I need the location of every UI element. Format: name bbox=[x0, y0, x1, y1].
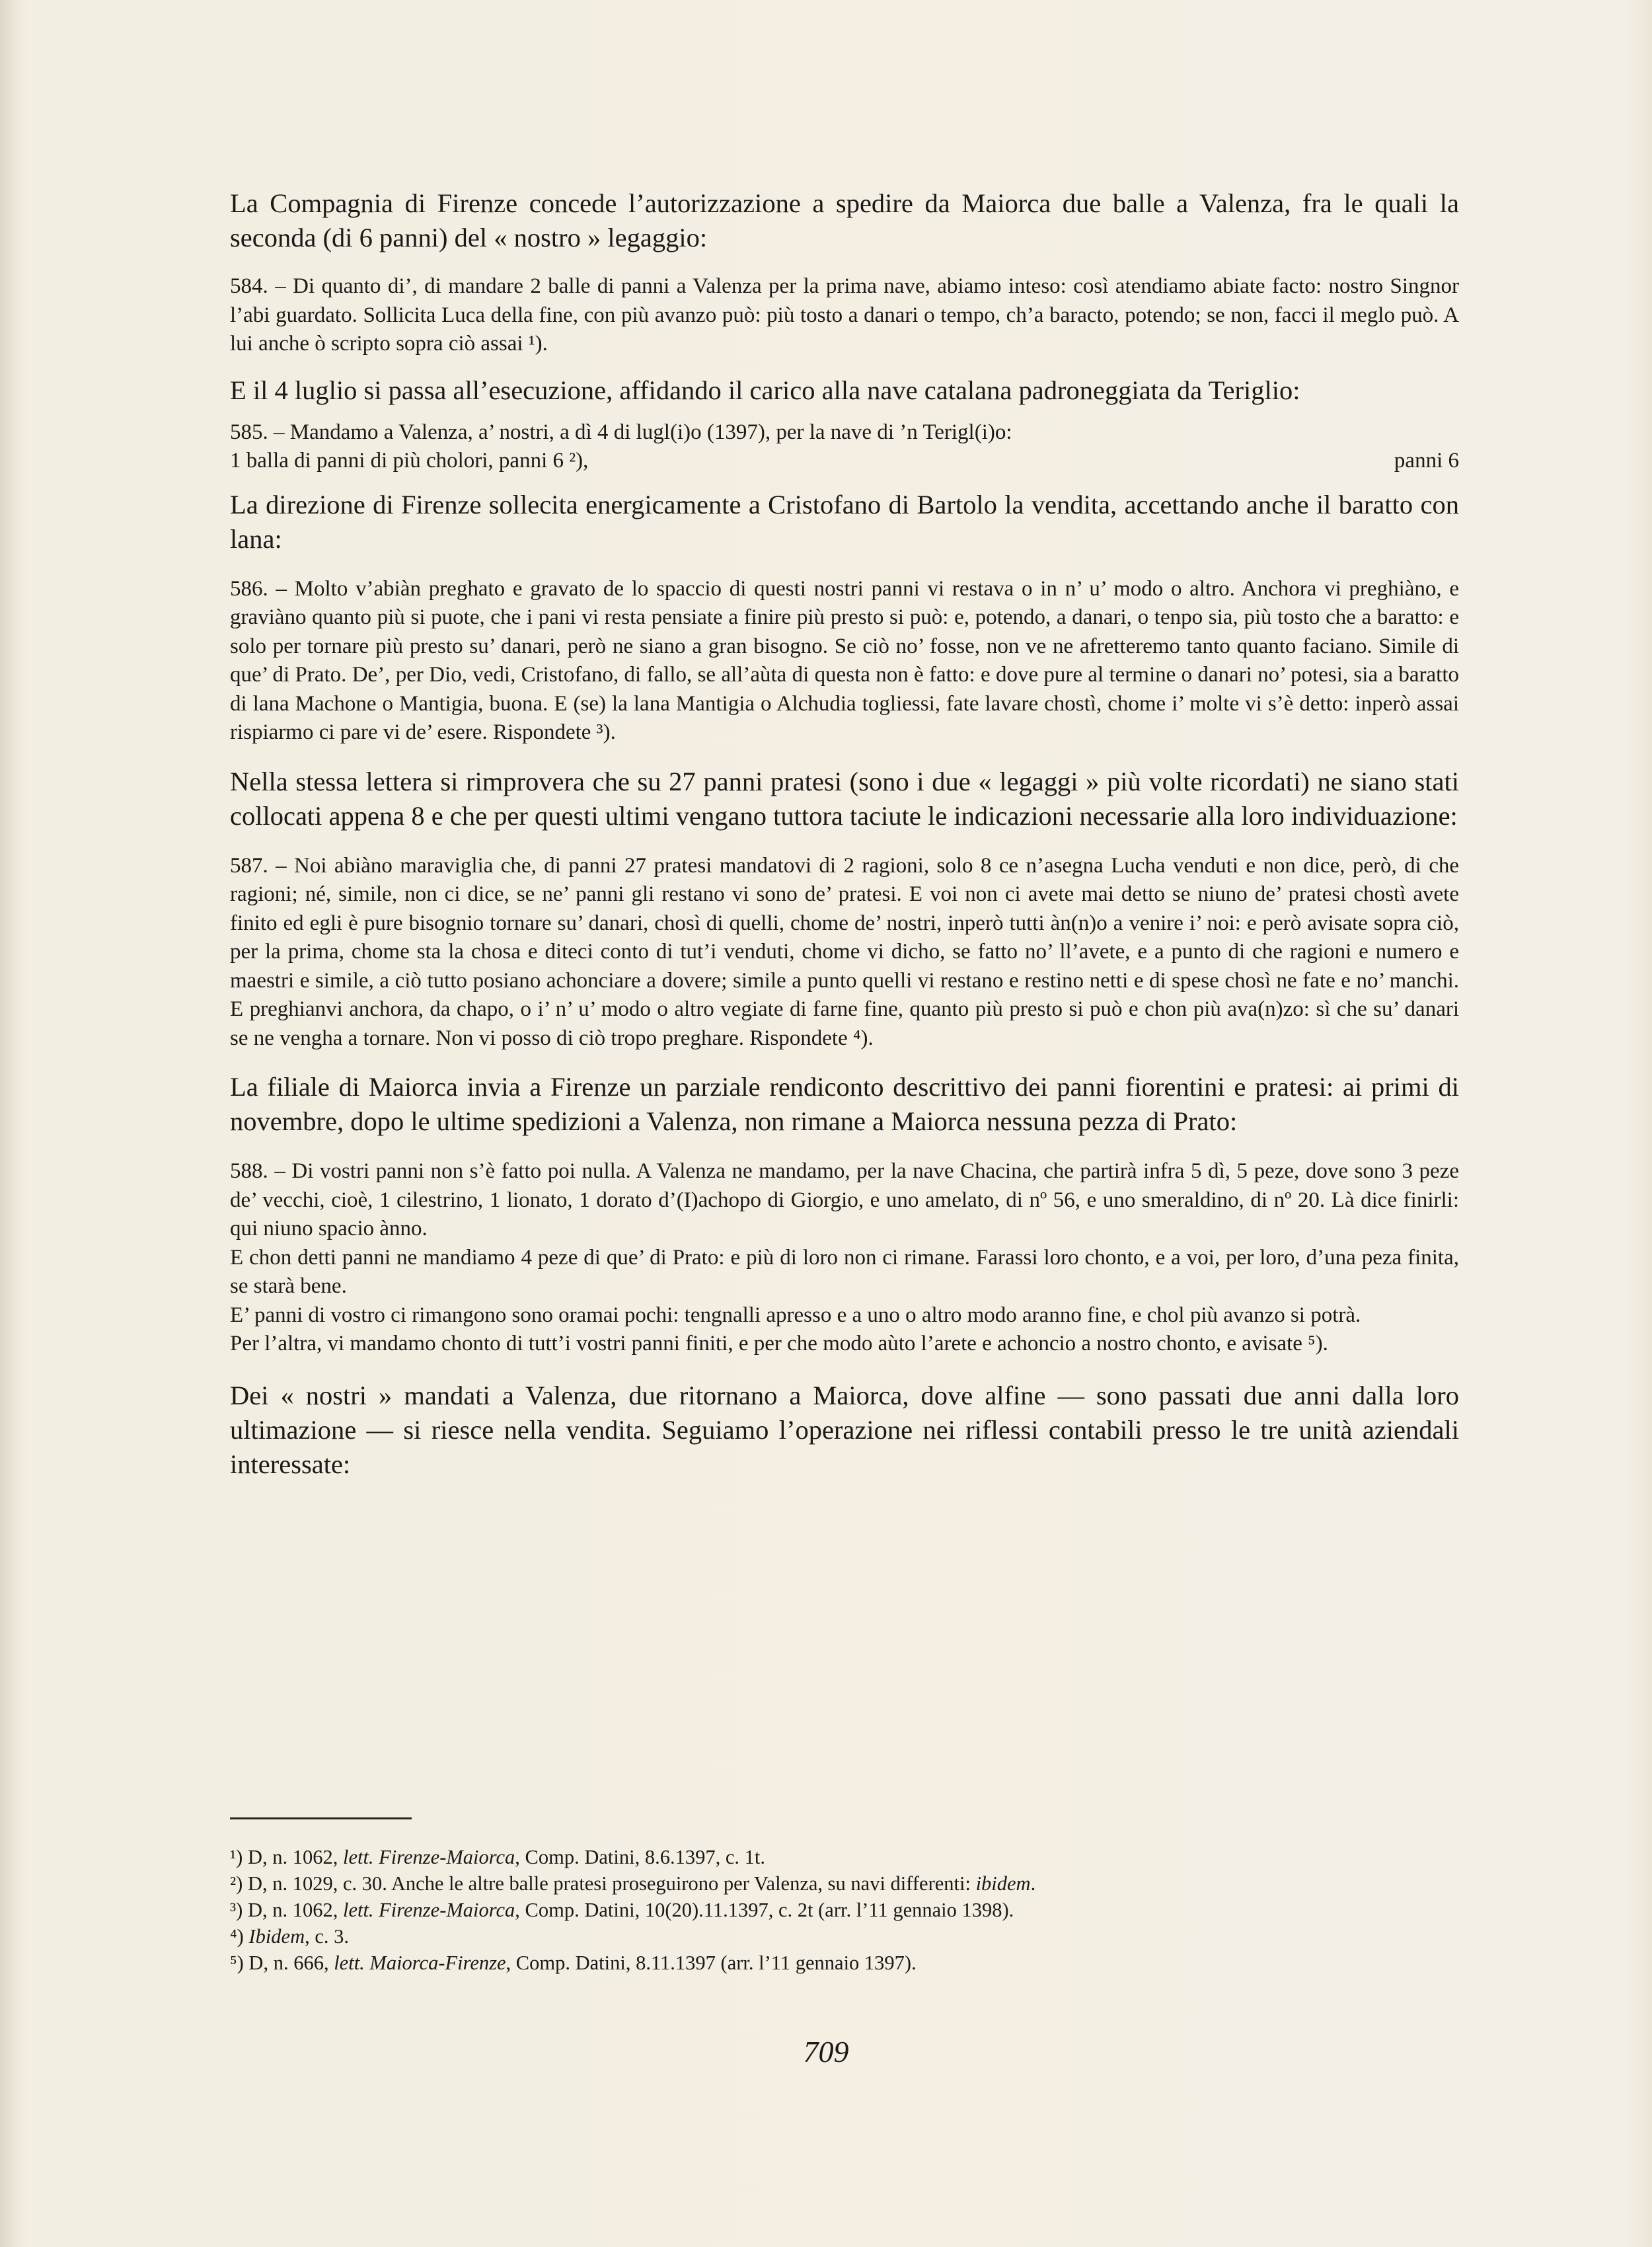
footnote-text: . bbox=[1030, 1872, 1036, 1895]
quote-585-ledger-line bbox=[230, 447, 1459, 476]
footnote-italic: Ibidem bbox=[248, 1925, 305, 1948]
footnote-1 bbox=[230, 1844, 1459, 1870]
footnote-text: D, n. 1062, bbox=[247, 1899, 343, 1921]
footnote-text: D, n. 1029, c. 30. Anche le altre balle pratesi proseguirono per Valenza, su navi differenti: bbox=[247, 1872, 976, 1895]
quote-585: 585. – Mandamo a Valenza, a’ nostri, a dì 4 di lugl(i)o (1397), per la nave di ’n Terigl(i)o: bbox=[230, 420, 1012, 444]
paragraph-intro-584: La Compagnia di Firenze concede l’autorizzazione a spedire da Maiorca due balle a Valenza, fra le quali la seconda (di 6 panni) del « nostro » legaggio: bbox=[230, 188, 1459, 252]
ledger-line-description: 1 balla di panni di più cholori, panni 6 ²), bbox=[230, 449, 589, 473]
footnotes bbox=[230, 1844, 1459, 1976]
footnote-italic: ibidem bbox=[975, 1872, 1031, 1895]
paragraph-intro-585: E il 4 luglio si passa all’esecuzione, affidando il carico alla nave catalana padroneggiata da Teriglio: bbox=[230, 375, 1300, 405]
quote-588-sub-2: E’ panni di vostro ci rimangono sono oramai pochi: tengnalli apresso e a uno o altro modo aranno fine, e chol più avanzo si potrà. bbox=[230, 1303, 1361, 1327]
footnote-mark: ⁴) bbox=[230, 1925, 244, 1948]
paragraph-intro-586: La direzione di Firenze sollecita energicamente a Cristofano di Bartolo la vendita, accettando anche il baratto con lana: bbox=[230, 489, 1459, 554]
footnote-mark: ²) bbox=[230, 1872, 243, 1895]
quote-584: 584. – Di quanto di’, di mandare 2 balle di panni a Valenza per la prima nave, abiamo inteso: così atendiamo abiate facto: nostro Singnor l’abi guardato. Sollicita Luca della fine, con più avanzo può: più tosto a danari o tempo, ch’a baracto, potendo; se non, facci il meglo può. A lui anche ò scripto sopra ciò assai ¹). bbox=[230, 274, 1459, 356]
footnote-mark: ³) bbox=[230, 1899, 243, 1921]
paragraph-intro-588: La filiale di Maiorca invia a Firenze un parziale rendiconto descrittivo dei panni fiorentini e pratesi: ai primi di novembre, dopo le ultime spedizioni a Valenza, non rimane a Maiorca nessuna pezza di Prato: bbox=[230, 1072, 1459, 1136]
footnote-3 bbox=[230, 1897, 1459, 1923]
main-text bbox=[230, 186, 1459, 1482]
footnote-mark: ⁵) bbox=[230, 1952, 244, 1974]
quote-588-sub-3: Per l’altra, vi mandamo chonto di tutt’i vostri panni finiti, e per che modo aùto l’arete e achoncio a nostro chonto, e avisate ⁵). bbox=[230, 1332, 1328, 1355]
page-number: 709 bbox=[803, 2035, 849, 2069]
footnote-italic: lett. Firenze-Maiorca bbox=[342, 1899, 515, 1921]
footnote-4 bbox=[230, 1923, 1459, 1950]
footnote-text: D, n. 1062, bbox=[247, 1846, 343, 1868]
paragraph-closing: Dei « nostri » mandati a Valenza, due ritornano a Maiorca, dove alfine — sono passati due anni dalla loro ultimazione — si riesce nella vendita. Seguiamo l’operazione nei riflessi contabili presso le tre unità aziendali interessate: bbox=[230, 1380, 1459, 1479]
footnote-5 bbox=[230, 1950, 1459, 1976]
quote-586: 586. – Molto v’abiàn preghato e gravato de lo spaccio di questi nostri panni vi restava o in n’ u’ modo o altro. Anchora vi preghiàno, e graviàno quanto più si puote, che i pani vi resta pensiate a finire più presto si può: e, potendo, a danari, o tenpo sia, più tosto che a baratto: e solo per tornare più presto su’ danari, però ne siano a gran bisogno. Se ciò no’ fosse, non ve ne afretteremo tanto quanto faciano. Simile di que’ di Prato. De’, per Dio, vedi, Cristofano, di fallo, se all’aùta di questa non è fatto: e dove pure al termine o danari no’ potesi, sia a baratto di lana Machone o Mantigia, buona. E (se) la lana Mantigia o Alchudia togliessi, fate lavare chostì, chome i’ molte vi s’è detto: inperò assai rispiarmo ci pare vi de’ esere. Rispondete ³). bbox=[230, 576, 1459, 744]
footnote-text: , c. 3. bbox=[305, 1925, 350, 1948]
quote-588: 588. – Di vostri panni non s’è fatto poi nulla. A Valenza ne mandamo, per la nave Chacina, che partirà infra 5 dì, 5 peze, dove sono 3 peze de’ vecchi, cioè, 1 cilestrino, 1 lionato, 1 dorato d’(I)achopo di Giorgio, e uno amelato, di nº 56, e uno smeraldino, di nº 20. Là dice finirli: qui niuno spacio ànno. bbox=[230, 1159, 1459, 1240]
footnote-italic: lett. Maiorca-Firenze bbox=[334, 1952, 506, 1974]
quote-588-sub-1: E chon detti panni ne mandiamo 4 peze di que’ di Prato: e più di loro non ci rimane. Farassi loro chonto, e a voi, per loro, d’una peza finita, se starà bene. bbox=[230, 1245, 1459, 1298]
footnote-2 bbox=[230, 1870, 1459, 1897]
footnote-mark: ¹) bbox=[230, 1846, 243, 1868]
footnote-text: , Comp. Datini, 8.11.1397 (arr. l’11 gennaio 1397). bbox=[506, 1952, 917, 1974]
footnote-text: , Comp. Datini, 8.6.1397, c. 1t. bbox=[515, 1846, 765, 1868]
paragraph-intro-587: Nella stessa lettera si rimprovera che su 27 panni pratesi (sono i due « legaggi » più volte ricordati) ne siano stati collocati appena 8 e che per questi ultimi vengano tuttora taciute le indicazioni necessarie alla loro individuazione: bbox=[230, 766, 1459, 831]
footnote-text: D, n. 666, bbox=[248, 1952, 334, 1974]
ledger-line-amount: panni 6 bbox=[1394, 449, 1459, 473]
footnote-separator bbox=[230, 1817, 412, 1819]
footnote-italic: lett. Firenze-Maiorca bbox=[342, 1846, 515, 1868]
quote-587: 587. – Noi abiàno maraviglia che, di panni 27 pratesi mandatovi di 2 ragioni, solo 8 ce n’asegna Lucha venduti e non dice, però, di che ragioni; né, simile, non ci dice, se ne’ panni gli restano vi sono de’ pratesi. E voi non ci avete mai detto se niuno de’ pratesi chostì avete finito ed egli è pure bisognio tornare su’ danari, chosì di quelli, chome de’ nostri, inperò tutti àn(n)o a venire i’ noi: e però avisate sopra ciò, per la prima, chome sta la chosa e diteci conto di tut’i venduti, chome vi dicho, se fatto no’ ll’avete, e a punto di che ragioni e numero e maestri e simile, a ciò tutto posiano achonciare a dovere; simile a punto quelli vi restano e restino netti e di spese chosì ne fate e no’ manchi. E preghianvi anchora, da chapo, o i’ n’ u’ modo o altro vegiate di farne fine, quanto più presto si può e chon più ava(n)zo: sì che su’ danari se ne vengha a tornare. Non vi posso di ciò tropo preghare. Rispondete ⁴). bbox=[230, 853, 1459, 1050]
page-binding-shadow bbox=[0, 0, 28, 2247]
footnote-text: , Comp. Datini, 10(20).11.1397, c. 2t (arr. l’11 gennaio 1398). bbox=[515, 1899, 1014, 1921]
